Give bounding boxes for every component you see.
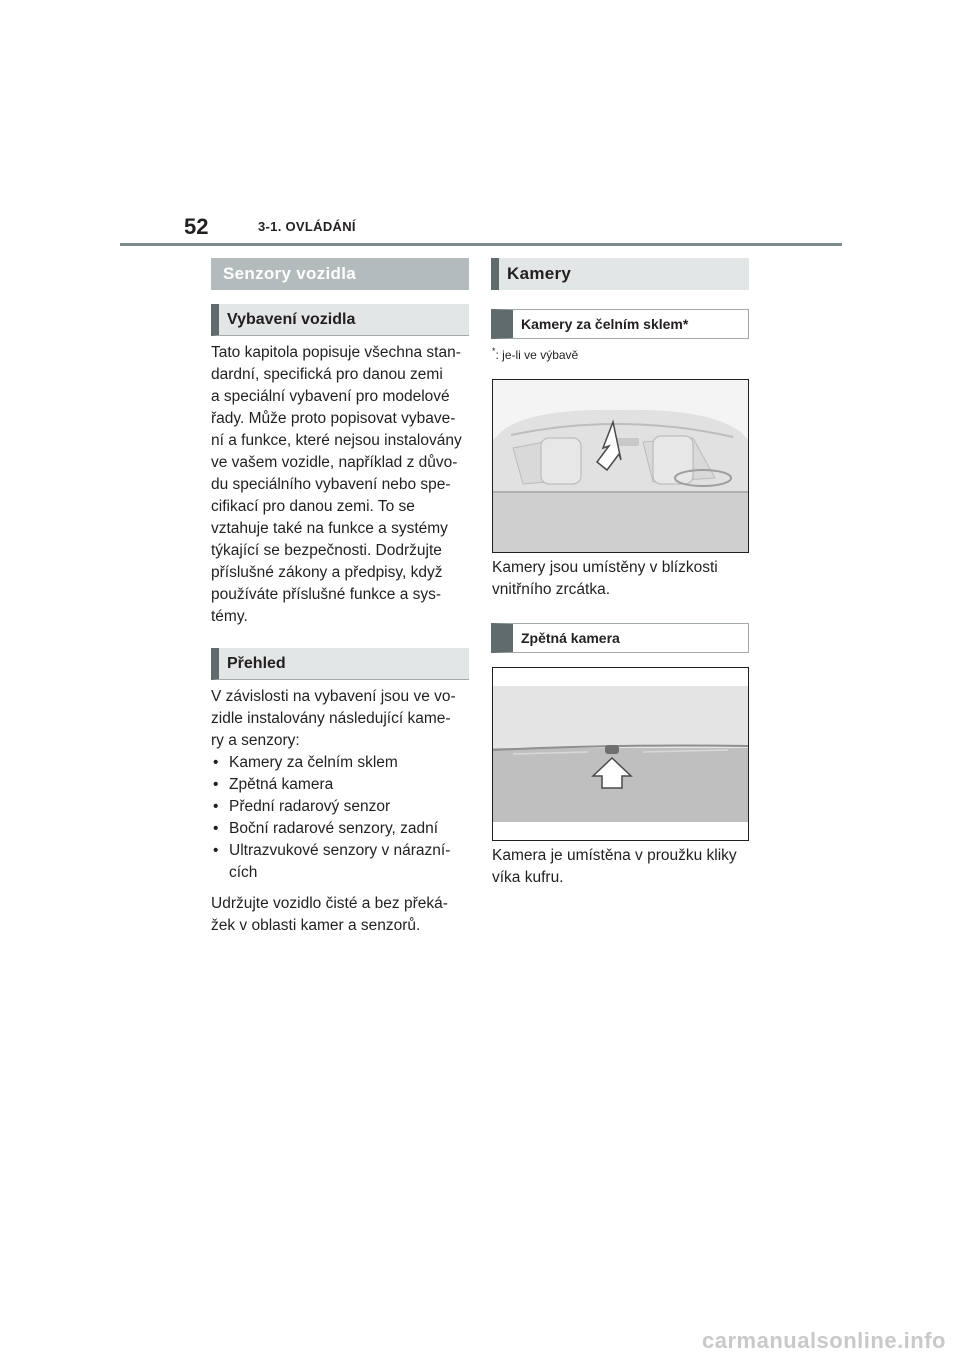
list-item: • Přední radarový senzor (211, 796, 473, 818)
header-rule (120, 243, 842, 246)
subheading-zpetna-kamera (491, 623, 749, 653)
text-line: du speciálního vybavení nebo spe- (211, 476, 451, 493)
text-line: V závislosti na vybavení jsou ve vo- (211, 688, 456, 705)
heading-senzory-vozidla (211, 258, 469, 290)
text-line: používáte příslušné funkce a sys- (211, 586, 442, 603)
text-line: příslušné zákony a předpisy, když (211, 564, 443, 581)
rear-camera-illustration (493, 668, 748, 840)
figure-rear-camera (492, 667, 749, 841)
figure1-caption (492, 557, 754, 601)
paragraph-vybaveni (211, 342, 473, 628)
list-item: • Boční radarové senzory, zadní (211, 818, 473, 840)
text-line: týkající se bezpečnosti. Dodržujte (211, 542, 442, 559)
list-item: • Ultrazvukové senzory v nárazní- (211, 840, 473, 862)
section-title: 3-1. OVLÁDÁNÍ (258, 219, 356, 234)
heading-text: Senzory vozidla (223, 264, 356, 283)
paragraph-prehled-outro (211, 893, 473, 937)
footnote-text: : je-li ve výbavě (495, 348, 579, 362)
text-line: ry a senzory: (211, 732, 300, 749)
subheading-text: Zpětná kamera (521, 630, 620, 646)
figure2-caption (492, 845, 754, 889)
text-line: cifikací pro danou zemi. To se (211, 498, 415, 515)
text-line: témy. (211, 608, 248, 625)
footnote-marker: * (492, 346, 496, 356)
list-item: • Kamery za čelním sklem (211, 752, 473, 774)
text-line: Kamery jsou umístěny v blízkosti (492, 559, 718, 576)
list-item-continuation: cích (229, 864, 258, 881)
subheading-text: Vybavení vozidla (227, 310, 356, 328)
page-number: 52 (184, 214, 209, 239)
text-line: a speciální vybavení pro modelové (211, 388, 450, 405)
text-line: dardní, specifická pro danou zemi (211, 366, 443, 383)
text-line: ve vašem vozidle, například z důvo- (211, 454, 458, 471)
text-line: Udržujte vozidlo čisté a bez překá- (211, 895, 448, 912)
windshield-camera-illustration (493, 380, 748, 552)
figure-windshield-camera (492, 379, 749, 553)
list-item: • Zpětná kamera (211, 774, 473, 796)
watermark: carmanualsonline.info (702, 1328, 946, 1353)
text-line: řady. Může proto popisovat vybave- (211, 410, 456, 427)
subheading-kamery-za-celnim-sklem (491, 309, 749, 339)
heading-text: Kamery (507, 264, 572, 283)
subheading-prehled (211, 648, 469, 680)
text-line: zidle instalovány následující kame- (211, 710, 451, 727)
subheading-text: Přehled (227, 654, 286, 672)
footnote (492, 346, 578, 362)
text-line: Tato kapitola popisuje všechna stan- (211, 344, 461, 361)
text-line: Kamera je umístěna v proužku kliky (492, 847, 737, 864)
text-line: žek v oblasti kamer a senzorů. (211, 917, 421, 934)
text-line: víka kufru. (492, 869, 564, 886)
text-line: ní a funkce, které nejsou instalovány (211, 432, 462, 449)
heading-kamery (491, 258, 749, 290)
text-line: vztahuje také na funkce a systémy (211, 520, 448, 537)
subheading-text: Kamery za čelním sklem* (521, 316, 689, 332)
sensor-list (211, 752, 473, 862)
text-line: vnitřního zrcátka. (492, 581, 611, 598)
subheading-vybaveni-vozidla (211, 304, 469, 336)
paragraph-prehled-intro (211, 686, 473, 752)
